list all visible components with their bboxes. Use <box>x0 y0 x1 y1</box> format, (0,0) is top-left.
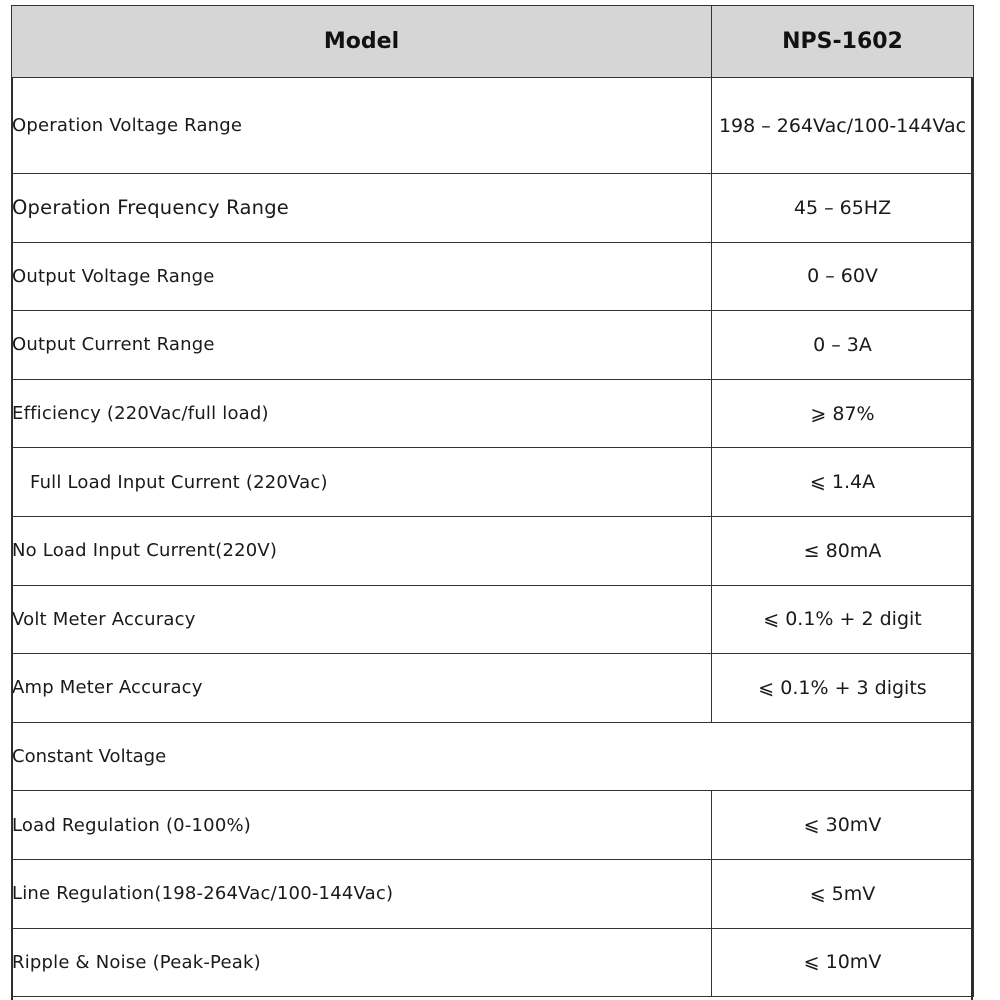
row-label: No Load Input Current(220V) <box>12 516 712 585</box>
table-row <box>12 791 974 860</box>
row-label: Output Current Range <box>12 311 712 380</box>
table-row <box>12 928 974 997</box>
row-value: ⩽ 0.1% + 2 digit <box>712 585 974 654</box>
row-value: ≤ 80mA <box>712 516 974 585</box>
row-value: ⩽ 0.1% + 3 digits <box>712 654 974 723</box>
row-value: ⩾ 87% <box>712 379 974 448</box>
header-model-value: NPS-1602 <box>712 6 974 78</box>
table-row <box>12 654 974 723</box>
header-label: Model <box>12 6 712 78</box>
row-value: ⩽ 30mV <box>712 791 974 860</box>
table-row <box>12 585 974 654</box>
table-row <box>12 311 974 380</box>
section-row <box>12 722 974 791</box>
row-label: Output Voltage Range <box>12 242 712 311</box>
table-header-row <box>12 6 974 78</box>
row-label: Efficiency (220Vac/full load) <box>12 379 712 448</box>
section-title: Constant Voltage <box>12 722 974 791</box>
row-value: ⩽ 10mV <box>712 928 974 997</box>
row-value: 198 – 264Vac/100-144Vac <box>712 78 974 174</box>
table-row <box>12 174 974 243</box>
row-value: 0 – 60V <box>712 242 974 311</box>
row-value: 0 – 3A <box>712 311 974 380</box>
row-label: Line Regulation(198-264Vac/100-144Vac) <box>12 859 712 928</box>
row-label: Amp Meter Accuracy <box>12 654 712 723</box>
row-label: Operation Voltage Range <box>12 78 712 174</box>
spec-table <box>11 5 974 997</box>
row-label: Operation Frequency Range <box>12 174 712 243</box>
table-row <box>12 379 974 448</box>
row-label: Full Load Input Current (220Vac) <box>12 448 712 517</box>
row-value: ⩽ 1.4A <box>712 448 974 517</box>
table-row <box>12 78 974 174</box>
table-row <box>12 242 974 311</box>
row-label: Volt Meter Accuracy <box>12 585 712 654</box>
row-label: Load Regulation (0-100%) <box>12 791 712 860</box>
table-row <box>12 516 974 585</box>
table-row <box>12 448 974 517</box>
row-label: Ripple & Noise (Peak-Peak) <box>12 928 712 997</box>
row-value: 45 – 65HZ <box>712 174 974 243</box>
table-row <box>12 859 974 928</box>
row-value: ⩽ 5mV <box>712 859 974 928</box>
